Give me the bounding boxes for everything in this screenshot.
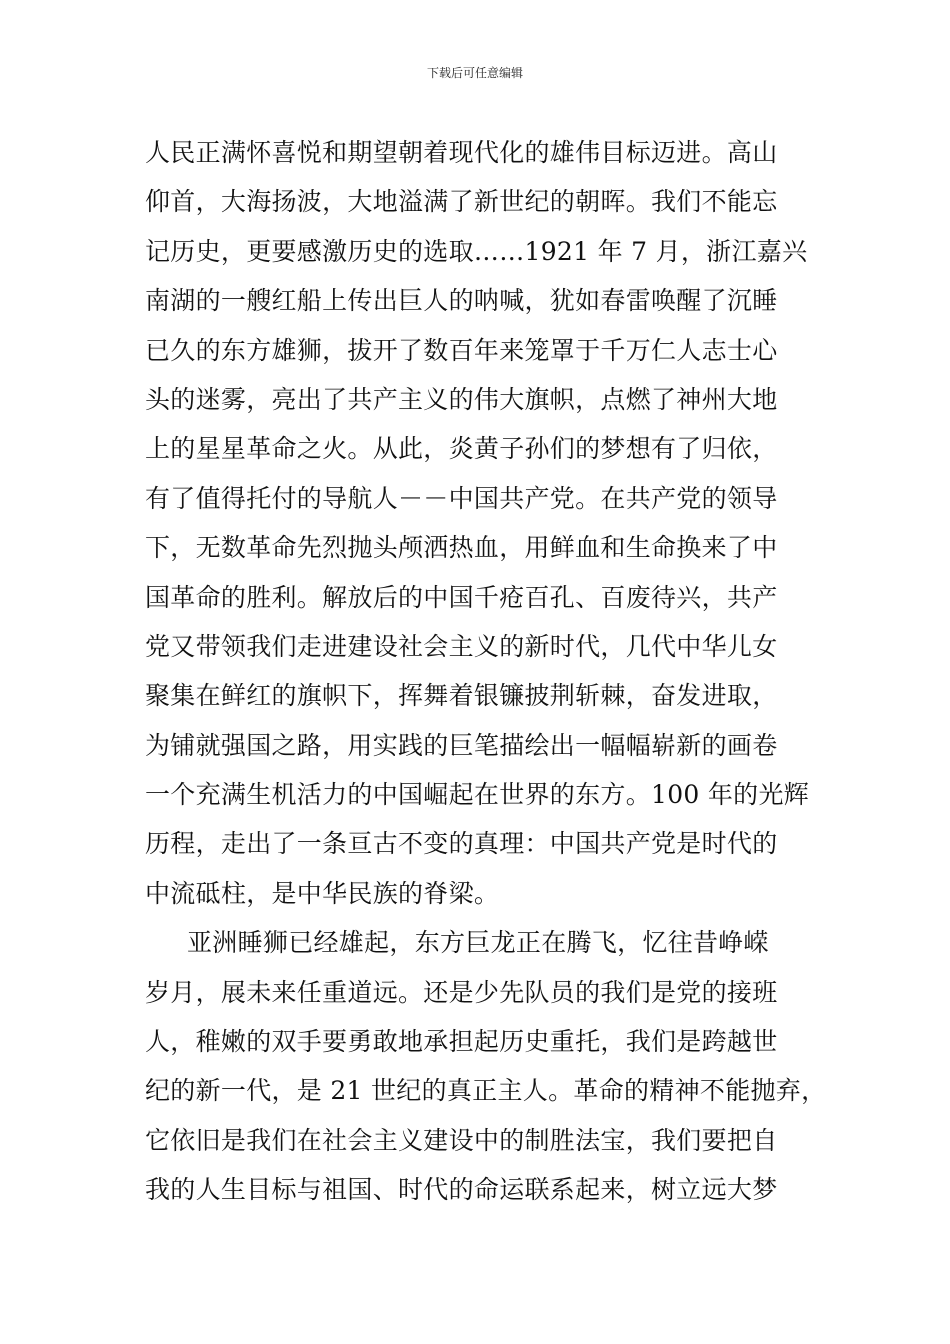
text-line: 我的人生目标与祖国、时代的命运联系起来，树立远大梦 xyxy=(145,1175,778,1205)
text-line: 仰首，大海扬波，大地溢满了新世纪的朝晖。我们不能忘 xyxy=(145,187,778,217)
text-line: 为铺就强国之路，用实践的巨笔描绘出一幅幅崭新的画卷 xyxy=(145,730,778,760)
text-line: 记历史，更要感激历史的选取……1921 年 7 月，浙江嘉兴 xyxy=(145,236,808,266)
text-line: 国革命的胜利。解放后的中国千疮百孔、百废待兴，共产 xyxy=(145,582,778,612)
page-header: 下载后可任意编辑 xyxy=(426,66,523,80)
text-line: 人，稚嫩的双手要勇敢地承担起历史重托，我们是跨越世 xyxy=(145,1027,778,1057)
body-text xyxy=(145,128,827,1215)
text-line: 人民正满怀喜悦和期望朝着现代化的雄伟目标迈进。高山 xyxy=(145,138,778,167)
text-line: 上的星星革命之火。从此，炎黄子孙们的梦想有了归依， xyxy=(145,434,778,464)
text-line: 一个充满生机活力的中国崛起在世界的东方。100 年的光辉 xyxy=(145,780,810,810)
text-line: 南湖的一艘红船上传出巨人的呐喊，犹如春雷唤醒了沉睡 xyxy=(145,286,778,316)
text-line: 头的迷雾，亮出了共产主义的伟大旗帜，点燃了神州大地 xyxy=(145,384,778,414)
text-line: 聚集在鲜红的旗帜下，挥舞着银镰披荆斩棘，奋发进取， xyxy=(145,681,778,711)
text-line: 岁月，展未来任重道远。还是少先队员的我们是党的接班 xyxy=(145,977,778,1007)
text-line: 有了值得托付的导航人－－中国共产党。在共产党的领导 xyxy=(145,483,778,513)
text-line: 亚洲睡狮已经雄起，东方巨龙正在腾飞，忆往昔峥嵘 xyxy=(187,928,769,958)
text-line: 下，无数革命先烈抛头颅洒热血，用鲜血和生命换来了中 xyxy=(145,533,778,563)
text-line: 中流砥柱，是中华民族的脊梁。 xyxy=(145,878,500,908)
text-line: 已久的东方雄狮，拔开了数百年来笼罩于千万仁人志士心 xyxy=(145,335,778,365)
text-line: 纪的新一代，是 21 世纪的真正主人。革命的精神不能抛弃， xyxy=(145,1076,827,1106)
text-line: 它依旧是我们在社会主义建设中的制胜法宝，我们要把自 xyxy=(145,1125,778,1155)
text-line: 党又带领我们走进建设社会主义的新时代，几代中华儿女 xyxy=(145,631,778,661)
text-line: 历程，走出了一条亘古不变的真理：中国共产党是时代的 xyxy=(145,829,778,859)
